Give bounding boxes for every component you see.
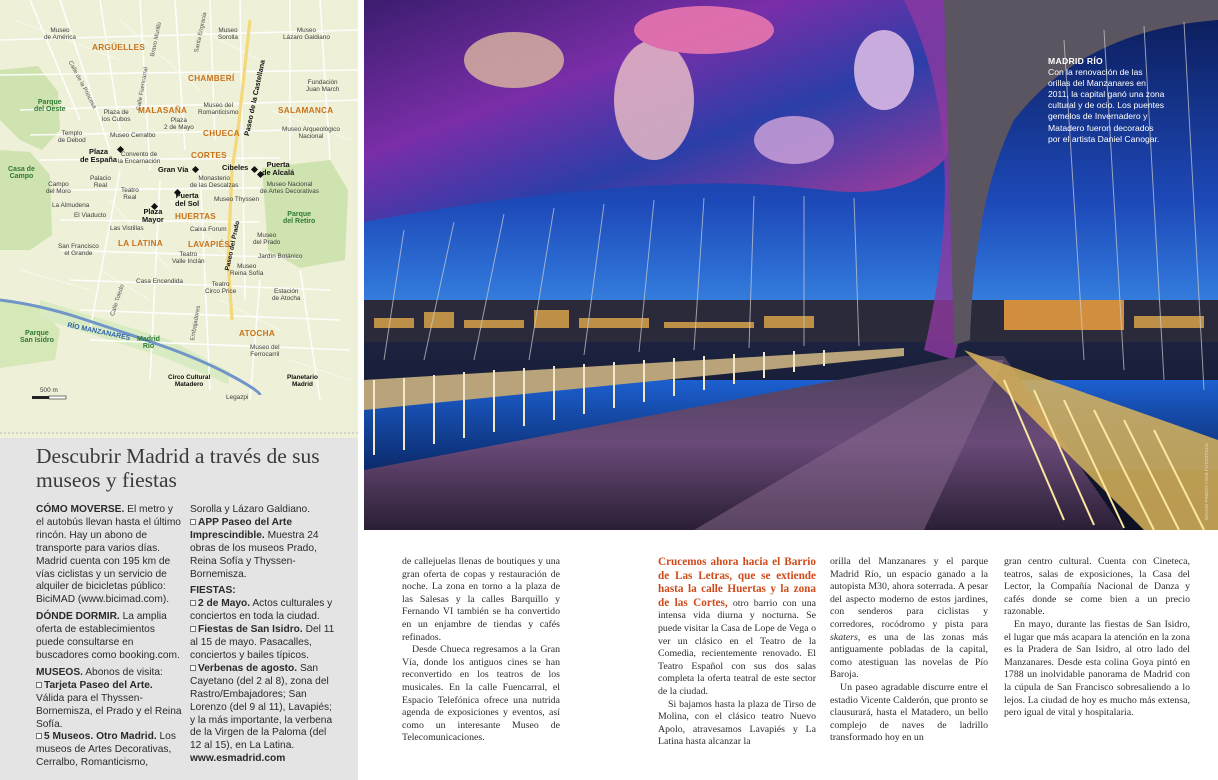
map-scale-label: 500 m bbox=[40, 387, 58, 394]
poi-museo-lazaro: Museo Lázaro Galdiano bbox=[283, 27, 330, 41]
poi-fundacion-march: Fundación Juan March bbox=[306, 79, 340, 93]
poi-teatro-circo: Teatro Circo Price bbox=[205, 281, 237, 295]
verbenas-text: San Cayetano (del 2 al 8), zona del Rastro/Embajadores; San Lorenzo (del 9 al 11), Lavapiés; y la más importante, la verbena de la Virgen de la Paloma (del 12 al 15), en La Latina. bbox=[190, 662, 333, 752]
poi-almudena: La Almudena bbox=[52, 202, 90, 209]
article-column-4 bbox=[1004, 556, 1190, 720]
bullet-square-icon bbox=[36, 682, 42, 688]
col3-paragraph-2: Un paseo agradable discurre entre el estadio Vicente Calderón, que pronto se clausurará, hasta el Matadero, un bello complejo de naves de ladrillo transformado hoy en un bbox=[830, 681, 988, 744]
article-body bbox=[402, 556, 1192, 776]
cinco-museos-title: 5 Museos. Otro Madrid. bbox=[44, 731, 157, 743]
headline: Descubrir Madrid a través de sus museos y fiestas bbox=[36, 444, 320, 492]
info-column-2 bbox=[190, 504, 336, 770]
bullet-square-icon bbox=[190, 665, 196, 671]
plaza-puerta-alcala: Puerta de Alcalá bbox=[262, 160, 295, 177]
street-santa-engracia: Santa Engracia bbox=[194, 11, 209, 54]
poi-museo-artes-decorativas: Museo Nacional de Artes Decorativas bbox=[260, 181, 319, 195]
isidro-text: Del 11 al 15 de mayo. Pasacalles, conciertos y bailes típicos. bbox=[190, 624, 335, 661]
plaza-mayor: Plaza Mayor bbox=[142, 207, 164, 224]
booking-url[interactable]: booking.com. bbox=[119, 649, 180, 661]
isidro-title: Fiestas de San Isidro. bbox=[198, 624, 303, 636]
district-lavapies: LAVAPIÉS bbox=[188, 240, 231, 249]
plaza-puerta-sol: Puerta del Sol bbox=[175, 191, 200, 208]
col2-continuation: Sorolla y Lázaro Galdiano. bbox=[190, 504, 311, 515]
moverse-title: CÓMO MOVERSE. bbox=[36, 504, 125, 515]
district-chamberi: CHAMBERÍ bbox=[188, 74, 235, 83]
museos-title: MUSEOS. bbox=[36, 666, 83, 678]
col2-paragraph-1: otro barrio con una intensa vida diurna y nocturna. Se puede visitar la Casa de Lope de Vega o ver un clásico en el Teatro de la Comedia, recientemente renovado. El Teatro Español con sus dos salas completa la oferta teatral de este sector de la ciudad. bbox=[658, 597, 816, 697]
district-salamanca: SALAMANCA bbox=[278, 106, 334, 115]
cinco-museos-text: Los museos de Artes Decorativas, Cerralbo, Romanticismo, bbox=[36, 731, 176, 769]
bullet-square-icon bbox=[190, 626, 196, 632]
poi-teatro-real: Teatro Real bbox=[121, 187, 139, 201]
district-cortes: CORTES bbox=[191, 151, 227, 160]
street-princesa: Calle de la Princesa bbox=[66, 60, 98, 110]
photo-caption bbox=[1048, 56, 1166, 145]
tarjeta-text: Válida para el Thyssen-Bornemisza, el Prado y el Reina Sofía. bbox=[36, 692, 182, 730]
park-madrid-rio: Madrid Río bbox=[137, 336, 160, 351]
bicimad-url[interactable]: (www.bicimad.com). bbox=[77, 594, 170, 606]
caption-text: Con la renovación de las orillas del Manzanares en 2011, la capital ganó una zona cultural y de ocio. Los puentes gemelos de Invernadero y Matadero fueron decorados por el artista Daniel Canogar. bbox=[1048, 67, 1165, 144]
poi-plaza-2mayo: Plaza 2 de Mayo bbox=[164, 117, 194, 131]
app-title: APP Paseo del Arte Imprescindible. bbox=[190, 516, 292, 541]
practical-info bbox=[0, 438, 358, 780]
poi-campo-moro: Campo del Moro bbox=[46, 181, 71, 195]
bullet-square-icon bbox=[36, 733, 42, 739]
article-column-3 bbox=[830, 556, 988, 745]
left-page bbox=[0, 0, 358, 780]
dormir-title: DÓNDE DORMIR. bbox=[36, 611, 120, 623]
bullet-square-icon bbox=[190, 600, 196, 606]
dormir-text: La amplia oferta de establecimientos puede consultarse en buscadores como bbox=[36, 611, 167, 661]
district-arguelles: ARGÜELLES bbox=[92, 43, 146, 52]
district-la-latina: LA LATINA bbox=[118, 239, 163, 248]
article-column-1 bbox=[402, 556, 560, 745]
street-castellana: Paseo de la Castellana bbox=[242, 58, 267, 137]
park-casa-campo: Casa de Campo bbox=[8, 166, 35, 181]
park-san-isidro: Parque San Isidro bbox=[20, 330, 54, 345]
mayo-text: Actos culturales y conciertos en toda la ciudad. bbox=[190, 598, 333, 623]
poi-museo-sorolla: Museo Sorolla bbox=[218, 27, 238, 41]
district-chueca: CHUECA bbox=[203, 129, 240, 138]
poi-legazpi: Legazpi bbox=[226, 394, 249, 401]
park-oeste: Parque del Oeste bbox=[34, 99, 66, 114]
museos-text: Abonos de visita: bbox=[85, 666, 163, 678]
col2-lead: Crucemos ahora hacia el Barrio de Las Letras, que se extiende hasta la calle Huertas y la zona de las Cortes, bbox=[658, 556, 816, 609]
river-manzanares: RÍO MANZANARES bbox=[66, 322, 131, 343]
caption-title: MADRID RÍO bbox=[1048, 56, 1104, 66]
poi-estacion-atocha: Estación de Atocha bbox=[272, 288, 301, 302]
tarjeta-title: Tarjeta Paseo del Arte. bbox=[44, 679, 153, 691]
col3-paragraph-1a: orilla del Manzanares y el parque Madrid Río, un espacio ganado a la autopista M30, ahora soterrada. A pesar del aspecto moderno de estos jardines, con senderos para ciclistas y corredores, rocódromo y pista para bbox=[830, 556, 988, 630]
poi-viaducto: El Viaducto bbox=[74, 212, 107, 219]
poi-museo-reina: Museo Reina Sofía bbox=[230, 263, 264, 277]
verbenas-title: Verbenas de agosto. bbox=[198, 662, 298, 674]
poi-museo-prado: Museo del Prado bbox=[253, 232, 281, 246]
street-embajadores: Embajadores bbox=[190, 305, 203, 342]
poi-templo-debod: Templo de Debod bbox=[58, 130, 86, 144]
city-map bbox=[0, 0, 358, 438]
poi-teatro-valle: Teatro Valle Inclán bbox=[172, 251, 205, 265]
poi-planetario: Planetario Madrid bbox=[287, 374, 318, 388]
app-text: Muestra 24 obras de los museos Prado, Reina Sofía y Thyssen-Bornemisza. bbox=[190, 529, 319, 580]
poi-san-francisco: San Francisco el Grande bbox=[58, 243, 99, 257]
poi-plaza-cubos: Plaza de los Cubos bbox=[102, 109, 131, 123]
poi-palacio-real: Palacio Real bbox=[90, 175, 111, 189]
col2-paragraph-2: Si bajamos hasta la plaza de Tirso de Molina, con el clásico teatro Nuevo Apolo, atravesamos Lavapiés y La Latina hasta alcanzar la bbox=[658, 698, 816, 748]
poi-monasterio: Monasterio de las Descalzas bbox=[190, 175, 239, 189]
street-bravo-murillo: Bravo Murillo bbox=[150, 21, 164, 58]
col3-paragraph-1b: , es una de las zonas más antiguamente pobladas de la capital, como atestiguan las novelas de Pío Baroja. bbox=[830, 631, 988, 681]
district-malasana: MALASAÑA bbox=[138, 106, 188, 115]
esmadrid-url[interactable]: www.esmadrid.com bbox=[190, 753, 286, 765]
bullet-square-icon bbox=[190, 519, 196, 525]
poi-caixaforum: Caixa Forum bbox=[190, 226, 227, 233]
street-toledo: Calle Toledo bbox=[110, 283, 126, 317]
madrid-rio-bridge-photo bbox=[364, 0, 1218, 530]
col3-emphasis: skaters bbox=[830, 631, 858, 643]
district-atocha: ATOCHA bbox=[239, 329, 276, 338]
col1-paragraph-1: de callejuelas llenas de boutiques y una gran oferta de copas y restauración de noche. La zona en torno a la plaza de las Salesas y la calles Barquillo y Fernando VI también se ha convertido en un enjambre de tiendas y cafés refinados. bbox=[402, 556, 560, 643]
street-fuencarral: Calle Fuencarral bbox=[136, 66, 150, 112]
col4-paragraph-1: gran centro cultural. Cuenta con Cineteca, teatros, salas de exposiciones, la Casa del Lector, la Compañía Nacional de Danza y cafés donde se come bien a un precio razonable. bbox=[1004, 556, 1190, 618]
poi-museo-arqueologico: Museo Arqueológico Nacional bbox=[282, 126, 340, 140]
poi-jardin-botanico: Jardín Botánico bbox=[258, 253, 303, 260]
plaza-cibeles: Cibeles bbox=[222, 163, 249, 172]
moverse-text: El metro y el autobús llevan hasta el último rincón. Hay un abono de transporte para varios días. Madrid cuenta con 195 km de vías ciclistas y un servicio de alquiler de bicicletas público: BiciMAD bbox=[36, 504, 181, 606]
poi-vistillas: Las Vistillas bbox=[110, 225, 144, 232]
poi-museo-america: Museo de América bbox=[44, 27, 76, 41]
info-column-1 bbox=[36, 504, 182, 770]
poi-matadero: Circo Cultural Matadero bbox=[168, 374, 211, 388]
district-huertas: HUERTAS bbox=[175, 212, 217, 221]
photo-credit: NACHO PINEDO / AGE FOTOSTOCK bbox=[1204, 443, 1209, 520]
col1-paragraph-2: Desde Chueca regresamos a la Gran Vía, donde los antiguos cines se han reconvertido en los teatros de los musicales. En la calle Fuencarral, el Espacio Telefónica ofrece una nutrida agenda de exposiciones y eventos, así como un interesante Museo de Telecomunicaciones. bbox=[402, 644, 560, 744]
poi-casa-encendida: Casa Encendida bbox=[136, 278, 183, 285]
poi-museo-ferrocarril: Museo del Ferrocarril bbox=[250, 344, 280, 358]
poi-museo-cerralbo: Museo Cerralbo bbox=[110, 132, 156, 139]
article-column-2 bbox=[658, 556, 816, 749]
plaza-espana: Plaza de España bbox=[80, 147, 117, 164]
col4-paragraph-2: En mayo, durante las fiestas de San Isidro, el lugar que más acapara la atención en la zona es la Pradera de San Isidro, al otro lado del Manzanares. Desde esta colina Goya pintó en 1788 un inolvidable panorama de Madrid con la cúpula de San Francisco sobresaliendo a lo lejos. La ciudad de hoy es mucho más extensa, pero igual de vital y hospitalaria. bbox=[1004, 618, 1190, 719]
plaza-gran-via: Gran Vía bbox=[158, 165, 189, 174]
poi-museo-romanticismo: Museo del Romanticismo bbox=[198, 102, 239, 116]
poi-convento: Convento de la Encarnación bbox=[118, 151, 161, 165]
poi-thyssen: Museo Thyssen bbox=[214, 196, 259, 203]
fiestas-title: FIESTAS: bbox=[190, 585, 236, 597]
street-paseo-prado: Paseo del Prado bbox=[224, 220, 242, 272]
mayo-title: 2 de Mayo. bbox=[198, 598, 251, 610]
park-retiro: Parque del Retiro bbox=[283, 211, 316, 226]
info-columns bbox=[36, 504, 352, 770]
